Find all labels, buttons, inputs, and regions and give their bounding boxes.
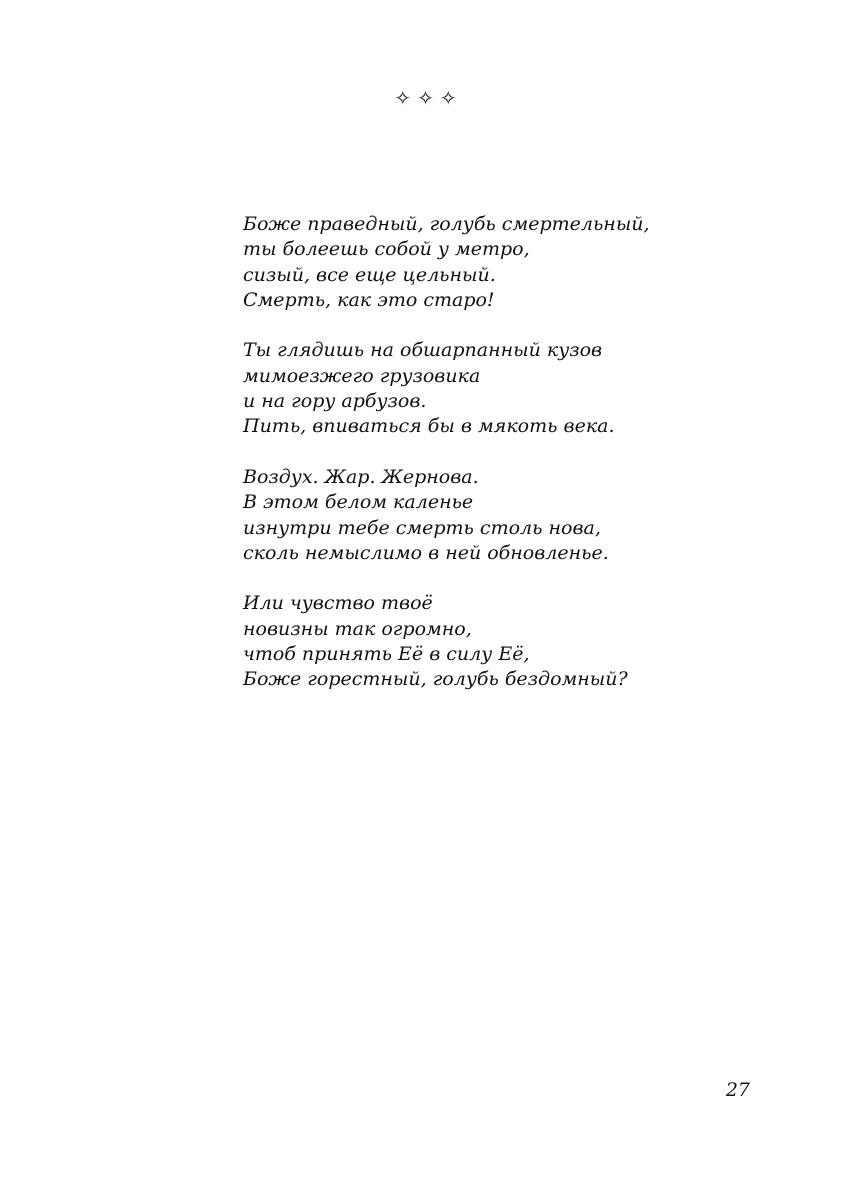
poem-line: ты болеешь собой у метро, <box>243 238 530 261</box>
section-ornament: ✧✧✧ <box>394 86 463 110</box>
stanza-3 <box>243 465 763 566</box>
poem-line: Ты глядишь на обшарпанный кузов <box>243 339 603 362</box>
poem-line: сизый, все еще цельный. <box>243 263 496 286</box>
poem-line: новизны так огромно, <box>243 617 472 640</box>
poem-line: Пить, впиваться бы в мякоть века. <box>243 415 615 438</box>
poem-line: Смерть, как это старо! <box>243 288 495 311</box>
poem-line: и на гору арбузов. <box>243 390 427 413</box>
poem-line: мимоезжего грузовика <box>243 364 481 387</box>
page-number: 27 <box>725 1079 750 1101</box>
poem-line: Боже горестный, голубь бездомный? <box>243 668 628 691</box>
stanza-2 <box>243 338 763 439</box>
stanza-1 <box>243 212 763 313</box>
poem-line: Боже праведный, голубь смертельный, <box>243 213 650 235</box>
poem-line: В этом белом каленье <box>243 491 474 514</box>
stanza-4 <box>243 591 763 692</box>
poem-line: сколь немыслимо в ней обновленье. <box>243 541 609 564</box>
poem-line: изнутри тебе смерть столь нова, <box>243 516 601 539</box>
poem-line: Или чувство твоё <box>243 592 433 615</box>
poem-line: чтоб принять Её в силу Её, <box>243 643 530 666</box>
poem-line: Воздух. Жар. Жернова. <box>243 465 479 488</box>
poem <box>243 212 763 693</box>
